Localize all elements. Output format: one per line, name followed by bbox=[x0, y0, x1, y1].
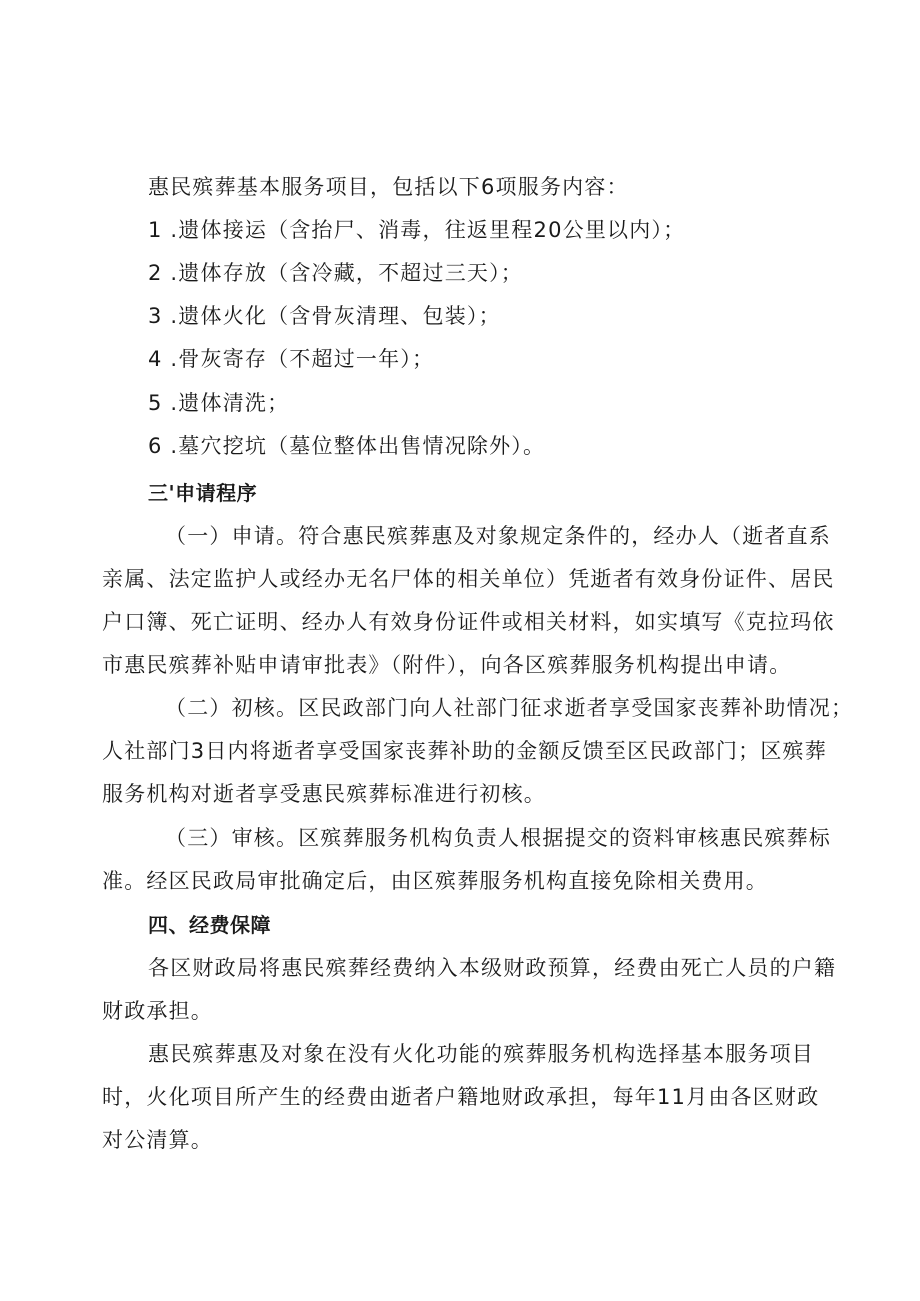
paragraph-line: 惠民殡葬惠及对象在没有火化功能的殡葬服务机构选择基本服务项目 bbox=[148, 1042, 814, 1066]
paragraph-line: 户口簿、死亡证明、经办人有效身份证件或相关材料，如实填写《克拉玛依 bbox=[102, 610, 835, 634]
paragraph-line: 人社部门3日内将逝者享受国家丧葬补助的金额反馈至区民政部门；区殡葬 bbox=[102, 739, 827, 763]
paragraph-line: 时，火化项目所产生的经费由逝者户籍地财政承担，每年11月由各区财政 bbox=[102, 1085, 820, 1109]
service-item-2: 2 .遗体存放（含冷藏，不超过三天）； bbox=[148, 261, 524, 285]
paragraph-line: 各区财政局将惠民殡葬经费纳入本级财政预算，经费由死亡人员的户籍 bbox=[148, 956, 837, 980]
paragraph-line: 亲属、法定监护人或经办无名尸体的相关单位）凭逝者有效身份证件、居民 bbox=[102, 567, 835, 591]
paragraph-line: 市惠民殡葬补贴申请审批表》（附件），向各区殡葬服务机构提出申请。 bbox=[102, 653, 792, 677]
paragraph-line: （一）申请。符合惠民殡葬惠及对象规定条件的，经办人（逝者直系 bbox=[165, 524, 831, 548]
service-item-6: 6 .墓穴挖坑（墓位整体出售情况除外）。 bbox=[148, 434, 546, 458]
section-heading-application: 三'申请程序 bbox=[148, 481, 258, 505]
section-heading-funding: 四、经费保障 bbox=[148, 913, 271, 937]
paragraph-line: （三）审核。区殡葬服务机构负责人根据提交的资料审核惠民殡葬标 bbox=[165, 826, 831, 850]
service-item-3: 3 .遗体火化（含骨灰清理、包装）； bbox=[148, 304, 501, 328]
paragraph-line: 财政承担。 bbox=[102, 999, 213, 1023]
paragraph-line: 准。经区民政局审批确定后，由区殡葬服务机构直接免除相关费用。 bbox=[102, 869, 768, 893]
paragraph-line: （二）初核。区民政部门向人社部门征求逝者享受国家丧葬补助情况； bbox=[165, 696, 854, 720]
service-item-1: 1 .遗体接运（含抬尸、消毒，往返里程20公里以内）； bbox=[148, 218, 686, 242]
intro-text: 惠民殡葬基本服务项目，包括以下6项服务内容： bbox=[148, 175, 629, 199]
paragraph-line: 服务机构对逝者享受惠民殡葬标准进行初核。 bbox=[102, 782, 546, 806]
service-item-4: 4 .骨灰寄存（不超过一年）； bbox=[148, 347, 435, 371]
paragraph-line: 对公清算。 bbox=[102, 1128, 213, 1152]
service-item-5: 5 .遗体清洗； bbox=[148, 391, 290, 415]
